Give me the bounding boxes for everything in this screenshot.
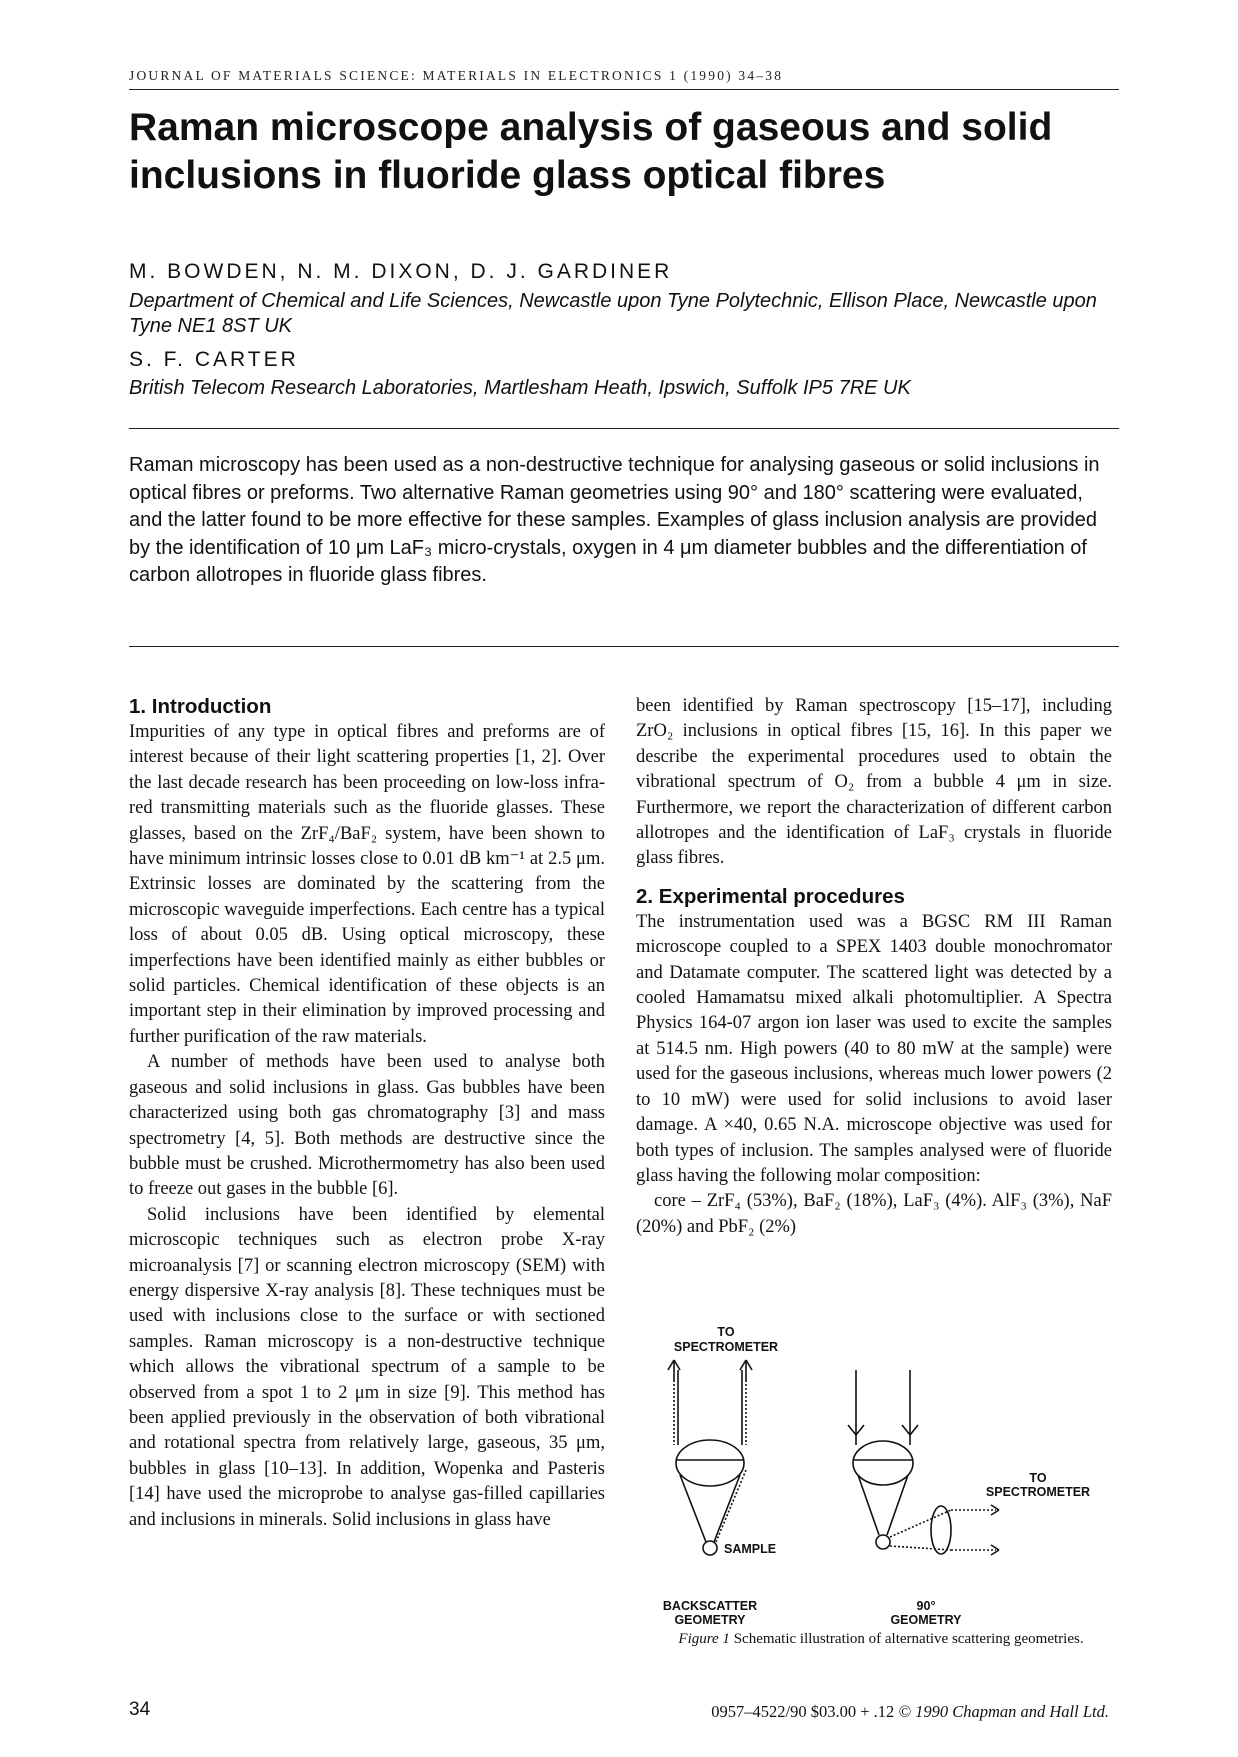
section-heading-introduction: 1. Introduction bbox=[129, 695, 272, 718]
figure-label-backscatter-geometry: GEOMETRY bbox=[674, 1613, 746, 1627]
figure-label-spectrometer: SPECTROMETER bbox=[673, 1340, 779, 1354]
author-list-2: S. F. CARTER bbox=[129, 348, 299, 371]
author-list-1: M. BOWDEN, N. M. DIXON, D. J. GARDINER bbox=[129, 260, 673, 283]
affiliation-2: British Telecom Research Laboratories, Martlesham Heath, Ipswich, Suffolk IP5 7RE UK bbox=[129, 377, 911, 399]
abstract-rule-top bbox=[129, 428, 1119, 429]
paragraph: been identified by Raman spectroscopy [15–17], including ZrO₂ inclusions in optical fibres [15, 16]. In this paper we describe the experimental procedures used to obtain the vibrational spectrum of O₂ from a bubble 4 μm in size. Furthermore, we report the characterization of different carbon allotropes and the identification of LaF₃ crystals in fluoride glass fibres. bbox=[636, 696, 1112, 869]
right-column bbox=[636, 694, 1112, 1240]
figure-caption-label: Figure 1 bbox=[678, 1631, 730, 1647]
ninety-degree-geometry bbox=[848, 1370, 999, 1555]
figure-label-90: 90° bbox=[916, 1599, 936, 1613]
left-column bbox=[129, 694, 605, 1533]
paragraph: Impurities of any type in optical fibres and preforms are of interest because of their light scattering properties [1, 2]. Over the last decade research has been proceeding on low-loss infra-red transmitting materials such as the fluoride glasses. These glasses, based on the ZrF₄/BaF₂ system, have been shown to have minimum intrinsic losses close to 0.01 dB km⁻¹ at 2.5 μm. Extrinsic losses are dominated by the scattering from the microscopic waveguide imperfections. Each centre has a typical loss of about 0.05 dB. Using optical microscopy, these imperfections have been identified mainly as either bubbles or solid particles. Chemical identification of these objects is an important step in their elimination by improved processing and further purification of the raw materials. bbox=[129, 722, 605, 1047]
figure-label-90-geometry: GEOMETRY bbox=[890, 1613, 962, 1627]
header-rule bbox=[129, 89, 1119, 90]
abstract: Raman microscopy has been used as a non-destructive technique for analysing gaseous or solid inclusions in optical fibres or preforms. Two alternative Raman geometries using 90° and 180° scattering were evaluated, and the latter found to be more effective for these samples. Examples of glass inclusion analysis are provided by the identification of 10 μm LaF₃ micro-crystals, oxygen in 4 μm diameter bubbles and the differentiation of carbon allotropes in fluoride glass fibres. bbox=[129, 454, 1100, 586]
affiliation-1: Department of Chemical and Life Sciences, Newcastle upon Tyne Polytechnic, Ellison Place, Newcastle upon Tyne NE1 8ST UK bbox=[129, 290, 1097, 337]
figure-caption bbox=[636, 1631, 1126, 1648]
composition-line: core – ZrF₄ (53%), BaF₂ (18%), LaF₃ (4%). AlF₃ (3%), NaF (20%) and PbF₂ (2%) bbox=[636, 1191, 1112, 1237]
paragraph: Solid inclusions have been identified by elemental microscopic techniques such as electron probe X-ray microanalysis [7] or scanning electron microscopy (SEM) with energy dispersive X-ray analysis [8]. These techniques must be used with inclusions close to the surface or with sectioned samples. Raman microscopy is a non-destructive technique which allows the vibrational spectrum of a sample to be observed from a spot 1 to 2 μm in size [9]. This method has been applied previously in the observation of both vibrational and rotational spectra from relatively large, gaseous, 35 μm, bubbles in glass [10–13]. In addition, Wopenka and Pasteris [14] have used the microprobe to analyse gas-filled capillaries and inclusions in minerals. Solid inclusions in glass have bbox=[129, 1204, 605, 1530]
footer-publisher: © 1990 Chapman and Hall Ltd. bbox=[898, 1702, 1109, 1721]
figure-1 bbox=[636, 1320, 1126, 1640]
journal-header: JOURNAL OF MATERIALS SCIENCE: MATERIALS IN ELECTRONICS 1 (1990) 34–38 bbox=[129, 68, 784, 83]
scattering-geometry-diagram bbox=[636, 1320, 1126, 1640]
section-heading-experimental: 2. Experimental procedures bbox=[636, 884, 905, 908]
footer-issn: 0957–4522/90 $03.00 + .12 bbox=[711, 1702, 899, 1721]
figure-label-to-2: TO bbox=[1029, 1471, 1047, 1485]
article-title: Raman microscope analysis of gaseous and solid inclusions in fluoride glass optical fibres bbox=[129, 106, 1053, 197]
footer-code bbox=[604, 1702, 1109, 1722]
figure-label-spectrometer-2: SPECTROMETER bbox=[985, 1485, 1091, 1499]
paragraph: A number of methods have been used to analyse both gaseous and solid inclusions in glass. Gas bubbles have been characterized using both gas chromatography [3] and mass spectrometry [4, 5]. Both methods are destructive since the bubble must be crushed. Microthermometry has also been used to freeze out gases in the bubble [6]. bbox=[129, 1052, 605, 1200]
figure-label-to: TO bbox=[717, 1325, 735, 1339]
page-number: 34 bbox=[129, 1699, 151, 1720]
figure-caption-text: Schematic illustration of alternative scattering geometries. bbox=[733, 1631, 1084, 1647]
paragraph: The instrumentation used was a BGSC RM III Raman microscope coupled to a SPEX 1403 double monochromator and Datamate computer. The scattered light was detected by a cooled Hamamatsu mixed alkali photomultiplier. A Spectra Physics 164-07 argon ion laser was used to excite the samples at 514.5 nm. High powers (40 to 80 mW at the sample) were used for the gaseous inclusions, whereas much lower powers (2 to 10 mW) were used for solid inclusions to avoid laser damage. A ×40, 0.65 N.A. microscope objective was used for both types of inclusion. The samples analysed were of fluoride glass having the following molar composition: bbox=[636, 911, 1112, 1186]
abstract-rule-bottom bbox=[129, 646, 1119, 647]
figure-label-backscatter: BACKSCATTER bbox=[662, 1599, 758, 1613]
figure-label-sample: SAMPLE bbox=[724, 1542, 777, 1556]
backscatter-geometry bbox=[668, 1360, 752, 1555]
